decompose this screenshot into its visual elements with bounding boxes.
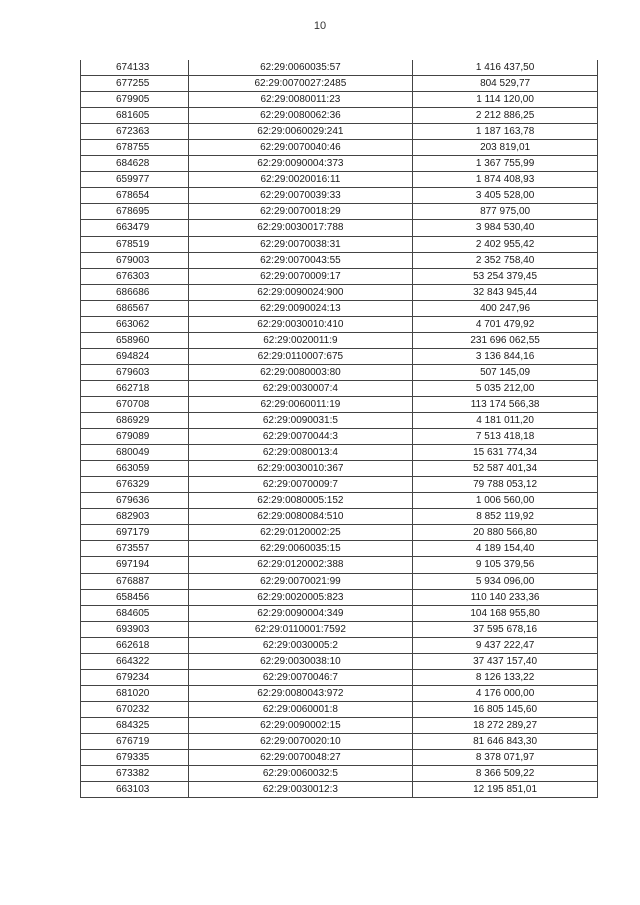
table-row [81,717,598,733]
table-row [81,300,598,316]
cadastral-number-cell: 62:29:0070040:46 [188,140,413,156]
table-row [81,477,598,493]
cadastral-value-cell: 4 189 154,40 [413,541,598,557]
table-row [81,108,598,124]
cadastral-number-cell: 62:29:0030007:4 [188,380,413,396]
registry-number-cell: 672363 [81,124,189,140]
registry-number-cell: 678654 [81,188,189,204]
table-row [81,701,598,717]
table-row [81,573,598,589]
cadastral-value-cell: 52 587 401,34 [413,461,598,477]
cadastral-value-cell: 1 416 437,50 [413,60,598,76]
registry-number-cell: 684325 [81,717,189,733]
registry-number-cell: 680049 [81,445,189,461]
registry-number-cell: 663059 [81,461,189,477]
registry-table [80,60,598,798]
cadastral-number-cell: 62:29:0080003:80 [188,364,413,380]
table-row [81,60,598,76]
table-row [81,124,598,140]
cadastral-value-cell: 12 195 851,01 [413,782,598,798]
cadastral-value-cell: 81 646 843,30 [413,733,598,749]
table-row [81,493,598,509]
registry-number-cell: 681020 [81,685,189,701]
table-row [81,589,598,605]
table-row [81,316,598,332]
table-row [81,188,598,204]
registry-number-cell: 663479 [81,220,189,236]
table-row [81,204,598,220]
table-row [81,557,598,573]
cadastral-number-cell: 62:29:0070027:2485 [188,76,413,92]
cadastral-value-cell: 2 402 955,42 [413,236,598,252]
cadastral-value-cell: 37 437 157,40 [413,653,598,669]
cadastral-value-cell: 53 254 379,45 [413,268,598,284]
cadastral-value-cell: 16 805 145,60 [413,701,598,717]
table-row [81,653,598,669]
cadastral-value-cell: 110 140 233,36 [413,589,598,605]
registry-table-body [81,60,598,798]
table-row [81,156,598,172]
cadastral-number-cell: 62:29:0030012:3 [188,782,413,798]
cadastral-value-cell: 1 006 560,00 [413,493,598,509]
table-row [81,525,598,541]
cadastral-value-cell: 1 874 408,93 [413,172,598,188]
cadastral-value-cell: 5 035 212,00 [413,380,598,396]
table-row [81,782,598,798]
registry-number-cell: 677255 [81,76,189,92]
cadastral-value-cell: 7 513 418,18 [413,429,598,445]
cadastral-number-cell: 62:29:0030005:2 [188,637,413,653]
cadastral-value-cell: 1 187 163,78 [413,124,598,140]
registry-number-cell: 679636 [81,493,189,509]
cadastral-value-cell: 9 105 379,56 [413,557,598,573]
cadastral-value-cell: 1 367 755,99 [413,156,598,172]
cadastral-number-cell: 62:29:0080084:510 [188,509,413,525]
registry-number-cell: 678695 [81,204,189,220]
table-row [81,429,598,445]
table-row [81,621,598,637]
page-number: 10 [313,20,327,32]
table-row [81,236,598,252]
registry-number-cell: 684605 [81,605,189,621]
table-row [81,445,598,461]
cadastral-value-cell: 9 437 222,47 [413,637,598,653]
cadastral-value-cell: 1 114 120,00 [413,92,598,108]
cadastral-number-cell: 62:29:0030010:410 [188,316,413,332]
cadastral-number-cell: 62:29:0020016:11 [188,172,413,188]
cadastral-value-cell: 3 405 528,00 [413,188,598,204]
cadastral-value-cell: 20 880 566,80 [413,525,598,541]
registry-number-cell: 676719 [81,733,189,749]
cadastral-number-cell: 62:29:0120002:388 [188,557,413,573]
cadastral-number-cell: 62:29:0060035:57 [188,60,413,76]
cadastral-number-cell: 62:29:0060011:19 [188,396,413,412]
cadastral-number-cell: 62:29:0030017:788 [188,220,413,236]
cadastral-value-cell: 8 378 071,97 [413,750,598,766]
registry-number-cell: 679335 [81,750,189,766]
registry-number-cell: 673557 [81,541,189,557]
cadastral-value-cell: 2 352 758,40 [413,252,598,268]
table-row [81,461,598,477]
cadastral-value-cell: 804 529,77 [413,76,598,92]
table-row [81,733,598,749]
registry-number-cell: 682903 [81,509,189,525]
cadastral-number-cell: 62:29:0070018:29 [188,204,413,220]
cadastral-number-cell: 62:29:0020005:823 [188,589,413,605]
registry-number-cell: 681605 [81,108,189,124]
table-row [81,364,598,380]
cadastral-number-cell: 62:29:0060001:8 [188,701,413,717]
registry-number-cell: 662718 [81,380,189,396]
registry-number-cell: 676329 [81,477,189,493]
registry-number-cell: 678519 [81,236,189,252]
registry-number-cell: 673382 [81,766,189,782]
registry-number-cell: 679089 [81,429,189,445]
cadastral-value-cell: 15 631 774,34 [413,445,598,461]
cadastral-number-cell: 62:29:0030038:10 [188,653,413,669]
table-row [81,252,598,268]
cadastral-number-cell: 62:29:0060035:15 [188,541,413,557]
table-row [81,541,598,557]
cadastral-value-cell: 231 696 062,55 [413,332,598,348]
cadastral-number-cell: 62:29:0080011:23 [188,92,413,108]
registry-number-cell: 679003 [81,252,189,268]
cadastral-value-cell: 4 701 479,92 [413,316,598,332]
table-row [81,140,598,156]
cadastral-number-cell: 62:29:0070039:33 [188,188,413,204]
table-row [81,332,598,348]
cadastral-value-cell: 79 788 053,12 [413,477,598,493]
registry-number-cell: 658960 [81,332,189,348]
table-row [81,396,598,412]
registry-number-cell: 679603 [81,364,189,380]
table-row [81,92,598,108]
cadastral-number-cell: 62:29:0090024:900 [188,284,413,300]
registry-number-cell: 676887 [81,573,189,589]
cadastral-number-cell: 62:29:0030010:367 [188,461,413,477]
cadastral-number-cell: 62:29:0070009:7 [188,477,413,493]
cadastral-number-cell: 62:29:0090031:5 [188,413,413,429]
cadastral-value-cell: 18 272 289,27 [413,717,598,733]
cadastral-number-cell: 62:29:0070046:7 [188,669,413,685]
cadastral-number-cell: 62:29:0080013:4 [188,445,413,461]
cadastral-number-cell: 62:29:0090004:349 [188,605,413,621]
registry-number-cell: 679234 [81,669,189,685]
registry-number-cell: 694824 [81,348,189,364]
cadastral-value-cell: 8 852 119,92 [413,509,598,525]
table-row [81,348,598,364]
cadastral-value-cell: 113 174 566,38 [413,396,598,412]
table-row [81,268,598,284]
cadastral-value-cell: 877 975,00 [413,204,598,220]
cadastral-value-cell: 400 247,96 [413,300,598,316]
registry-number-cell: 678755 [81,140,189,156]
cadastral-value-cell: 104 168 955,80 [413,605,598,621]
cadastral-number-cell: 62:29:0110001:7592 [188,621,413,637]
registry-number-cell: 693903 [81,621,189,637]
registry-number-cell: 679905 [81,92,189,108]
cadastral-value-cell: 507 145,09 [413,364,598,380]
registry-number-cell: 659977 [81,172,189,188]
table-row [81,380,598,396]
cadastral-number-cell: 62:29:0090004:373 [188,156,413,172]
cadastral-number-cell: 62:29:0080005:152 [188,493,413,509]
cadastral-number-cell: 62:29:0070021:99 [188,573,413,589]
registry-number-cell: 697179 [81,525,189,541]
cadastral-number-cell: 62:29:0070044:3 [188,429,413,445]
registry-number-cell: 686686 [81,284,189,300]
cadastral-number-cell: 62:29:0070038:31 [188,236,413,252]
cadastral-number-cell: 62:29:0060032:5 [188,766,413,782]
cadastral-number-cell: 62:29:0020011:9 [188,332,413,348]
cadastral-value-cell: 32 843 945,44 [413,284,598,300]
registry-number-cell: 670232 [81,701,189,717]
cadastral-value-cell: 203 819,01 [413,140,598,156]
cadastral-number-cell: 62:29:0070048:27 [188,750,413,766]
cadastral-value-cell: 3 136 844,16 [413,348,598,364]
cadastral-number-cell: 62:29:0080062:36 [188,108,413,124]
cadastral-value-cell: 8 366 509,22 [413,766,598,782]
cadastral-number-cell: 62:29:0120002:25 [188,525,413,541]
table-row [81,509,598,525]
table-row [81,172,598,188]
cadastral-value-cell: 37 595 678,16 [413,621,598,637]
cadastral-number-cell: 62:29:0090024:13 [188,300,413,316]
registry-number-cell: 664322 [81,653,189,669]
cadastral-value-cell: 2 212 886,25 [413,108,598,124]
registry-number-cell: 686929 [81,413,189,429]
table-row [81,220,598,236]
registry-number-cell: 663103 [81,782,189,798]
cadastral-value-cell: 8 126 133,22 [413,669,598,685]
registry-number-cell: 670708 [81,396,189,412]
cadastral-value-cell: 4 176 000,00 [413,685,598,701]
registry-number-cell: 658456 [81,589,189,605]
registry-number-cell: 663062 [81,316,189,332]
cadastral-number-cell: 62:29:0080043:972 [188,685,413,701]
cadastral-value-cell: 3 984 530,40 [413,220,598,236]
registry-number-cell: 697194 [81,557,189,573]
table-row [81,76,598,92]
table-row [81,413,598,429]
cadastral-number-cell: 62:29:0070043:55 [188,252,413,268]
registry-number-cell: 674133 [81,60,189,76]
cadastral-number-cell: 62:29:0070009:17 [188,268,413,284]
cadastral-number-cell: 62:29:0110007:675 [188,348,413,364]
cadastral-number-cell: 62:29:0090002:15 [188,717,413,733]
table-row [81,637,598,653]
registry-number-cell: 676303 [81,268,189,284]
table-row [81,284,598,300]
cadastral-number-cell: 62:29:0060029:241 [188,124,413,140]
table-row [81,750,598,766]
cadastral-value-cell: 5 934 096,00 [413,573,598,589]
table-row [81,669,598,685]
cadastral-value-cell: 4 181 011,20 [413,413,598,429]
registry-number-cell: 684628 [81,156,189,172]
table-row [81,685,598,701]
cadastral-number-cell: 62:29:0070020:10 [188,733,413,749]
registry-number-cell: 662618 [81,637,189,653]
table-row [81,766,598,782]
registry-number-cell: 686567 [81,300,189,316]
table-row [81,605,598,621]
